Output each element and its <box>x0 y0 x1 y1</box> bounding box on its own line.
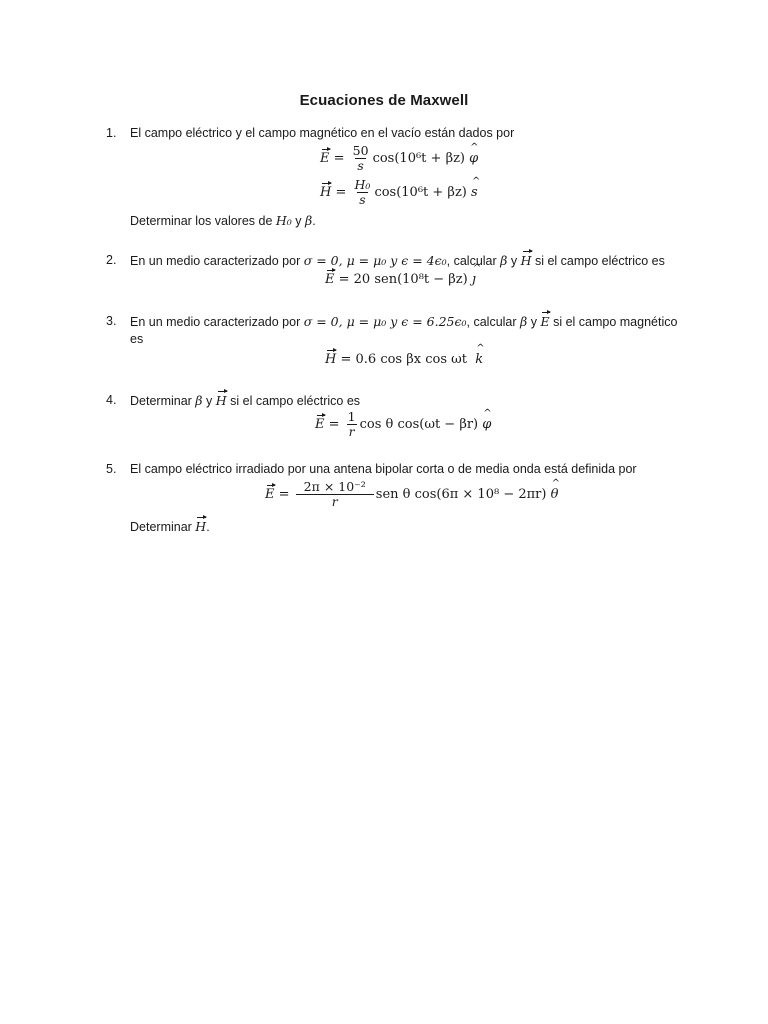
vector-h: H <box>215 393 227 408</box>
problem-1-number: 1. <box>106 126 117 140</box>
problem-3-equation <box>325 352 483 367</box>
page-title: Ecuaciones de Maxwell <box>299 92 469 109</box>
unit-vector-phi: ^ φ <box>482 417 491 432</box>
problem-3-text: En un medio caracterizado por σ = 0, μ = μ₀ y ϵ = 6.25ϵ₀, calcular β y E si el campo magnético <box>130 314 678 329</box>
fraction: $\frac{\text{H₀}}{s}$ <box>354 177 371 207</box>
problem-5-text: El campo eléctrico irradiado por una antena bipolar corta o de media onda está definida por <box>130 462 637 476</box>
vector-h: H <box>320 185 332 200</box>
problem-2-text: En un medio caracterizado por σ = 0, μ = μ₀ y ϵ = 4ϵ₀, calcular β y H si el campo eléctrico es <box>130 253 665 268</box>
vector-h: H <box>195 519 207 534</box>
equation-rhs: cos(10⁶t + βz) <box>372 151 465 166</box>
problem-4-equation: E = $\frac{1}{r}$ cos θ cos(ωt − βr) ^ φ <box>315 410 491 439</box>
vector-e: E <box>315 417 325 432</box>
problem-5-number: 5. <box>106 462 117 476</box>
equation-rhs: = 20 sen(10⁸t − βz) <box>338 272 468 287</box>
equation-rhs: cos θ cos(ωt − βr) <box>359 417 479 432</box>
problem-5-question: Determinar H. <box>130 519 210 534</box>
equation-rhs: = 0.6 cos βx cos ωt <box>340 352 467 367</box>
unit-vector-s: ^ s <box>471 185 478 200</box>
problem-5-equation: E = $\frac{\text{2π × 10⁻²}}{r}$ sen θ cos(6π × 10⁸ − 2πr) ^ θ <box>265 480 558 509</box>
vector-e: E <box>265 487 275 502</box>
vector-e: E <box>540 314 550 329</box>
equation-rhs: sen θ cos(6π × 10⁸ − 2πr) <box>375 487 547 502</box>
problem-3-number: 3. <box>106 314 117 328</box>
vector-h: H <box>325 352 337 367</box>
fraction: $\frac{1}{r}$ <box>347 409 356 439</box>
fraction: $\frac{\text{2π × 10⁻²}}{r}$ <box>296 480 374 509</box>
vector-h: H <box>520 253 532 268</box>
fraction: $\frac{50}{s}$ <box>352 143 369 173</box>
vector-e: E <box>325 272 335 287</box>
unit-vector-k: ^ k <box>475 352 483 367</box>
equation-rhs: cos(10⁶t + βz) <box>374 185 467 200</box>
problem-3-text-line2: es <box>130 332 144 346</box>
problem-2-equation <box>325 272 476 287</box>
unit-vector-j: ^ ȷ <box>472 272 476 287</box>
problem-1-question: Determinar los valores de H₀ y β. <box>130 213 316 228</box>
unit-vector-theta: ^ θ <box>551 487 559 502</box>
problem-4-number: 4. <box>106 393 117 407</box>
problem-1-equation-e: E = $\frac{50}{s}$ cos(10⁶t + βz) ^ φ <box>320 144 478 173</box>
unit-vector-phi: ^ φ <box>469 151 478 166</box>
problem-4-text: Determinar β y H si el campo eléctrico es <box>130 393 361 408</box>
vector-e: E <box>320 151 330 166</box>
problem-2-number: 2. <box>106 253 117 267</box>
problem-1-equation-h: H = $\frac{\text{H₀}}{s}$ cos(10⁶t + βz) ^ s <box>320 178 478 207</box>
problem-1-text: El campo eléctrico y el campo magnético en el vacío están dados por <box>130 126 515 140</box>
